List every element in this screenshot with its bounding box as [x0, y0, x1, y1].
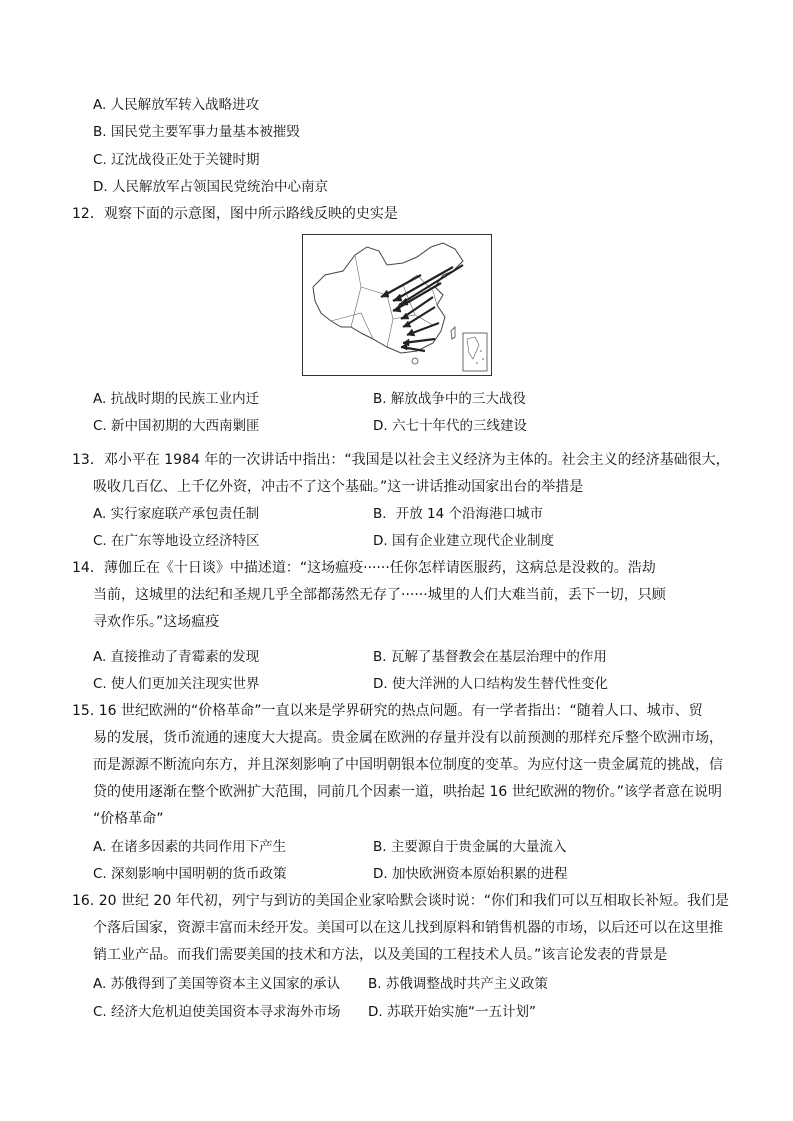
q11-option-b: B. 国民党主要军事力量基本被摧毁: [93, 124, 300, 140]
q15-stem-line-5: “价格革命”: [93, 811, 164, 827]
q14-stem-line-1: 14．薄伽丘在《十日谈》中描述道：“这场瘟疫······任你怎样请医服药，这病总是没救的。浩劫: [72, 560, 656, 576]
q14-option-d: D. 使大洋洲的人口结构发生替代性变化: [373, 676, 608, 692]
q15-option-d: D. 加快欧洲资本原始积累的进程: [373, 866, 568, 882]
q12-option-d: D. 六七十年代的三线建设: [373, 418, 527, 434]
q16-option-b: B. 苏俄调整战时共产主义政策: [368, 976, 548, 992]
q13-option-c: C. 在广东等地设立经济特区: [93, 533, 260, 549]
q16-option-c: C. 经济大危机迫使美国资本寻求海外市场: [93, 1004, 341, 1020]
q15-option-b: B. 主要源自于贵金属的大量流入: [373, 839, 567, 855]
q14-stem-line-2: 当前，这城里的法纪和圣规几乎全部都荡然无存了······城里的人们大难当前，丢下一切，只顾: [93, 587, 666, 603]
china-route-map: [302, 234, 492, 376]
q13-option-b: B．开放 14 个沿海港口城市: [373, 506, 544, 522]
q15-option-a: A. 在诸多因素的共同作用下产生: [93, 839, 287, 855]
route-arrows: [381, 265, 463, 351]
q12-option-b: B. 解放战争中的三大战役: [373, 391, 526, 407]
south-china-sea-inset: [463, 333, 487, 371]
q12-option-c: C. 新中国初期的大西南剿匪: [93, 418, 260, 434]
q11-option-a: A. 人民解放军转入战略进攻: [93, 97, 260, 113]
q14-option-a: A. 直接推动了青霉素的发现: [93, 649, 260, 665]
q16-stem-line-2: 个落后国家，资源丰富而未经开发。美国可以在这儿找到原料和销售机器的市场，以后还可以在这里推: [93, 920, 723, 936]
q14-option-b: B. 瓦解了基督教会在基层治理中的作用: [373, 649, 607, 665]
q13-stem-line-1: 13．邓小平在 1984 年的一次讲话中指出：“我国是以社会主义经济为主体的。社会主义的经济基础很大，: [72, 452, 730, 468]
q15-stem-line-4: 贷的使用逐渐在整个欧洲扩大范围，同前几个因素一道，哄抬起 16 世纪欧洲的物价。”该学者意在说明: [93, 784, 722, 800]
q16-option-d: D. 苏联开始实施“一五计划”: [368, 1004, 536, 1020]
q16-option-a: A. 苏俄得到了美国等资本主义国家的承认: [93, 976, 341, 992]
q16-stem-line-3: 销工业产品。而我们需要美国的技术和方法，以及美国的工程技术人员。”该言论发表的背景是: [93, 947, 668, 963]
q15-stem-line-1: 15. 16 世纪欧洲的“价格革命”一直以来是学界研究的热点问题。有一学者指出：“随着人口、城市、贸: [72, 703, 703, 719]
q13-stem-line-2: 吸收几百亿、上千亿外资，冲击不了这个基础。”这一讲话推动国家出台的举措是: [93, 479, 584, 495]
q13-option-a: A. 实行家庭联产承包责任制: [93, 506, 260, 522]
q15-stem-line-2: 易的发展，货币流通的速度大大提高。贵金属在欧洲的存量并没有以前预测的那样充斥整个欧洲市场，: [93, 730, 723, 746]
q12-stem: 12．观察下面的示意图，图中所示路线反映的史实是: [72, 206, 398, 222]
q14-option-c: C. 使人们更加关注现实世界: [93, 676, 260, 692]
q13-option-d: D. 国有企业建立现代企业制度: [373, 533, 554, 549]
q11-option-c: C. 辽沈战役正处于关键时期: [93, 152, 260, 168]
q12-option-a: A. 抗战时期的民族工业内迁: [93, 391, 260, 407]
q16-stem-line-1: 16. 20 世纪 20 年代初，列宁与到访的美国企业家哈默会谈时说：“你们和我们可以互相取长补短。我们是: [72, 893, 729, 909]
q11-option-d: D. 人民解放军占领国民党统治中心南京: [93, 179, 328, 195]
q15-stem-line-3: 而是源源不断流向东方，并且深刻影响了中国明朝银本位制度的变革。为应付这一贵金属荒的挑战，信: [93, 757, 723, 773]
q15-option-c: C. 深刻影响中国明朝的货币政策: [93, 866, 287, 882]
q14-stem-line-3: 寻欢作乐。”这场瘟疫: [93, 614, 220, 630]
